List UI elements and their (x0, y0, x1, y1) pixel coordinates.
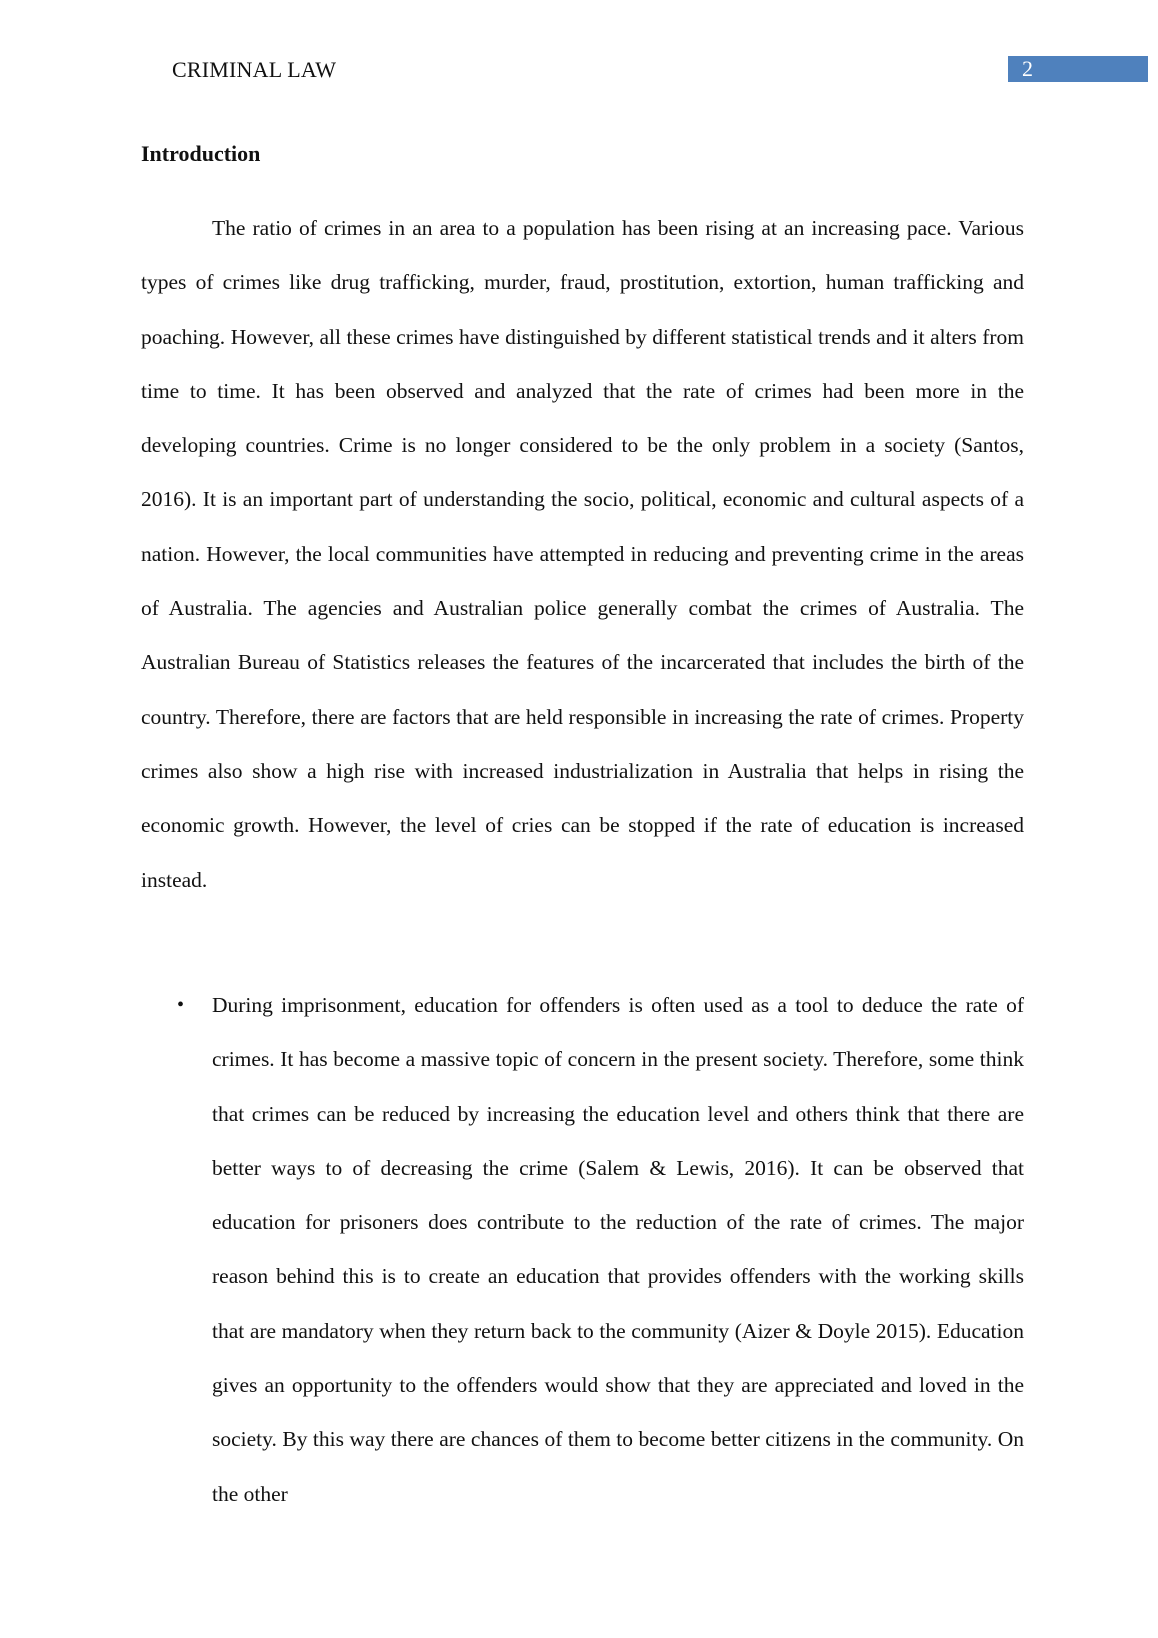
bullet-marker: • (177, 994, 185, 1016)
body-paragraph: The ratio of crimes in an area to a population has been rising at an increasing pace. Various types of crimes like drug trafficking, murder, fraud, prostitution, extortion, human trafficking and poaching. However, all these crimes have distinguished by different statistical trends and it alters from time to time. It has been observed and analyzed that the rate of crimes had been more in the developing countries. Crime is no longer considered to be the only problem in a society (Santos, 2016). It is an important part of understanding the socio, political, economic and cultural aspects of a nation. However, the local communities have attempted in reducing and preventing crime in the areas of Australia. The agencies and Australian police generally combat the crimes of Australia. The Australian Bureau of Statistics releases the features of the incarcerated that includes the birth of the country. Therefore, there are factors that are held responsible in increasing the rate of crimes. Property crimes also show a high rise with increased industrialization in Australia that helps in rising the economic growth. However, the level of cries can be stopped if the rate of education is increased instead. (141, 216, 1024, 892)
page-number-badge (1008, 56, 1148, 82)
section-heading: Introduction (141, 141, 261, 166)
running-head: CRIMINAL LAW (172, 57, 337, 82)
page-number: 2 (1022, 56, 1033, 81)
bullet-list-item (141, 978, 1024, 1521)
bullet-text: During imprisonment, education for offenders is often used as a tool to deduce the rate of crimes. It has become a massive topic of concern in the present society. Therefore, some think that crimes can be reduced by increasing the education level and others think that there are better ways to of decreasing the crime (Salem & Lewis, 2016). It can be observed that education for prisoners does contribute to the reduction of the rate of crimes. The major reason behind this is to create an education that provides offenders with the working skills that are mandatory when they return back to the community (Aizer & Doyle 2015). Education gives an opportunity to the offenders would show that they are appreciated and loved in the society. By this way there are chances of them to become better citizens in the community. On the other (212, 993, 1024, 1506)
